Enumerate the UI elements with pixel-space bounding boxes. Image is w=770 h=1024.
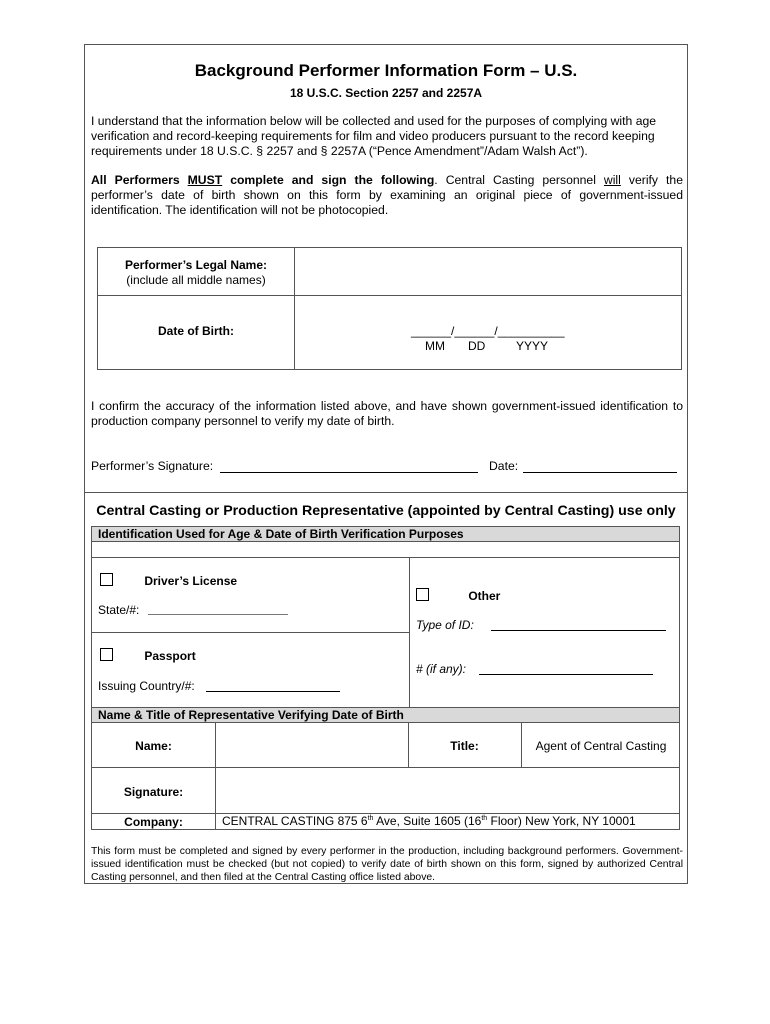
section-divider — [85, 492, 687, 493]
name-label: Name: — [135, 739, 172, 753]
dob-label: Date of Birth: — [158, 324, 234, 338]
other-label: Other — [468, 589, 501, 603]
drivers-license-label: Driver’s License — [144, 574, 238, 588]
rep-signature-field[interactable] — [217, 769, 677, 811]
performer-signature-line[interactable] — [220, 459, 478, 473]
company-part-b: Ave, Suite 1605 (16 — [373, 814, 482, 828]
rep-section-title: Central Casting or Production Representative (appointed by Central Casting) use only — [96, 503, 676, 519]
must-lead-b: complete and sign the following — [222, 173, 435, 187]
divider — [92, 767, 679, 768]
title-value: Agent of Central Casting — [535, 739, 667, 753]
company-part-a: CENTRAL CASTING 875 6 — [222, 814, 368, 828]
form-subtitle: 18 U.S.C. Section 2257 and 2257A — [289, 86, 483, 100]
legal-name-label: Performer’s Legal Name: — [124, 258, 268, 272]
drivers-license-checkbox[interactable] — [100, 573, 113, 586]
footer-note: This form must be completed and signed by every performer in the production, including background performers. Government-issued identification must be checked (but not copied) to verify date of birth shown on this form, signed by authorized Central Casting personnel, and then filed at the Central Casting office listed above. — [91, 846, 683, 883]
form-title: Background Performer Information Form – U.S. — [194, 61, 578, 80]
verifier-header: Name & Title of Representative Verifying Date of Birth — [92, 708, 679, 723]
other-checkbox[interactable] — [416, 588, 429, 601]
id-number-label: # (if any): — [416, 662, 467, 676]
passport-label: Passport — [144, 649, 196, 663]
divider — [92, 557, 679, 558]
other-option — [416, 588, 500, 603]
divider — [215, 723, 216, 829]
divider — [409, 557, 410, 707]
legal-name-note: (include all middle names) — [126, 273, 266, 287]
verifier-table — [91, 707, 680, 830]
dob-yyyy: YYYY — [516, 339, 549, 353]
divider — [92, 632, 409, 633]
company-label: Company: — [124, 815, 183, 829]
id-table — [91, 526, 680, 708]
state-label: State/#: — [98, 603, 140, 617]
will-word: will — [603, 173, 621, 187]
type-of-id-label: Type of ID: — [416, 618, 474, 632]
company-part-c: Floor) New York, NY 10001 — [487, 814, 636, 828]
must-text-b: verify the performer’s date of birth shown on this form by examining an original piece of government-issued identification. The identification will not be photocopied. — [91, 173, 683, 217]
must-text-a: . Central Casting personnel — [434, 173, 604, 187]
performer-info-table — [97, 247, 682, 370]
company-value — [222, 814, 636, 828]
title-label: Title: — [450, 739, 479, 753]
intro-paragraph: I understand that the information below will be collected and used for the purposes of complying with age verification and record-keeping requirements for film and video producers pursuant to the record keeping requirements under 18 U.S.C. § 2257 and § 2257A (“Pence Amendment”/Adam Walsh Act”). — [91, 114, 657, 158]
must-word: MUST — [187, 173, 223, 187]
date-label: Date: — [489, 459, 519, 473]
performer-form — [84, 44, 688, 884]
instructions-paragraph — [91, 173, 683, 218]
confirm-paragraph: I confirm the accuracy of the information listed above, and have shown government-issued identification to production company personnel to verify my date of birth. — [91, 399, 683, 428]
legal-name-field[interactable] — [296, 250, 679, 293]
issuing-country-line[interactable] — [206, 678, 340, 692]
id-header: Identification Used for Age & Date of Birth Verification Purposes — [92, 527, 679, 542]
passport-checkbox[interactable] — [100, 648, 113, 661]
company-sup-2: th — [481, 815, 488, 822]
divider — [294, 248, 295, 369]
rep-name-field[interactable] — [217, 725, 406, 765]
drivers-license-option — [100, 573, 237, 588]
passport-option — [100, 648, 196, 663]
state-line[interactable] — [148, 602, 288, 615]
divider — [98, 295, 681, 296]
performer-signature-label: Performer’s Signature: — [91, 459, 214, 473]
date-line[interactable] — [523, 459, 677, 473]
dob-mm: MM — [425, 339, 445, 353]
dob-blank: ______/______/__________ — [411, 324, 565, 338]
issuing-country-label: Issuing Country/#: — [98, 679, 195, 693]
dob-dd: DD — [468, 339, 486, 353]
company-sup-1: th — [367, 815, 374, 822]
type-of-id-line[interactable] — [491, 617, 666, 631]
id-number-line[interactable] — [479, 661, 653, 675]
rep-signature-label: Signature: — [123, 785, 184, 799]
must-lead-a: All Performers — [91, 173, 188, 187]
